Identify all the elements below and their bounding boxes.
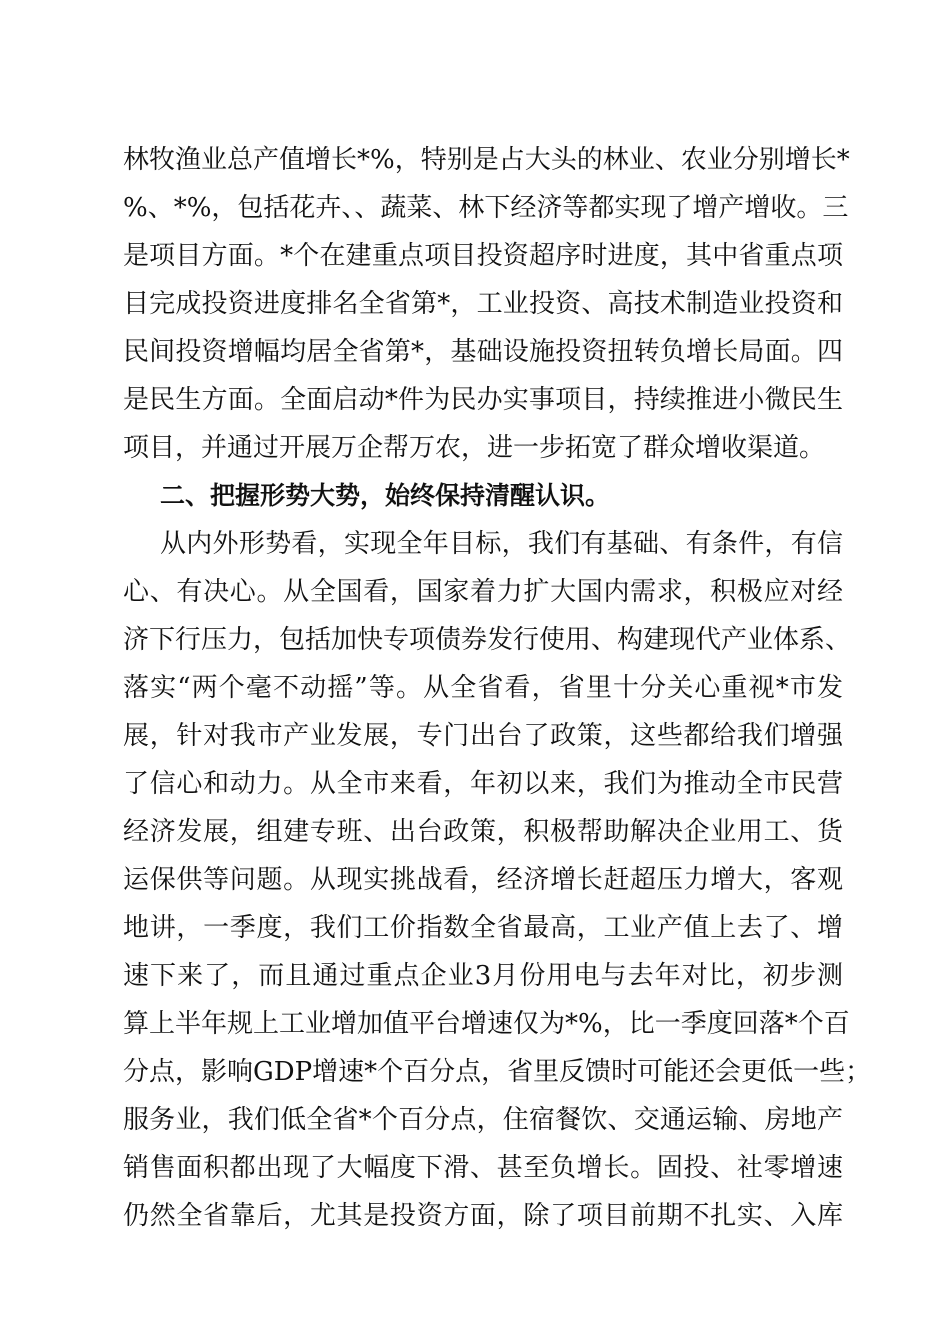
paragraph-line: 从内外形势看，实现全年目标，我们有基础、有条件，有信: [160, 529, 843, 559]
paragraph-line: 济下行压力，包括加快专项债券发行使用、构建现代产业体系、: [123, 625, 852, 655]
paragraph-line: 销售面积都出现了大幅度下滑、甚至负增长。固投、社零增速: [123, 1153, 843, 1183]
paragraph-line: 目完成投资进度排名全省第*，工业投资、高技术制造业投资和: [123, 289, 843, 319]
paragraph-line: 落实“两个毫不动摇”等。从全省看，省里十分关心重视*市发: [123, 673, 843, 703]
paragraph-line: 速下来了，而且通过重点企业3月份用电与去年对比，初步测: [123, 961, 843, 991]
paragraph-line: 仍然全省靠后，尤其是投资方面，除了项目前期不扎实、入库: [123, 1201, 843, 1231]
paragraph-line: 展，针对我市产业发展，专门出台了政策，这些都给我们增强: [123, 721, 843, 751]
paragraph-line: 分点，影响GDP增速*个百分点，省里反馈时可能还会更低一些；: [123, 1057, 872, 1087]
paragraph-line: 算上半年规上工业增加值平台增速仅为*%，比一季度回落*个百: [123, 1009, 850, 1039]
section-heading: 二、把握形势大势，始终保持清醒认识。: [160, 481, 611, 510]
paragraph-line: 服务业，我们低全省*个百分点，住宿餐饮、交通运输、房地产: [123, 1105, 843, 1135]
paragraph-line: 项目，并通过开展万企帮万农，进一步拓宽了群众增收渠道。: [123, 433, 826, 463]
paragraph-line: 林牧渔业总产值增长*%，特别是占大头的林业、农业分别增长*: [123, 145, 850, 175]
paragraph-line: 了信心和动力。从全市来看，年初以来，我们为推动全市民营: [123, 769, 843, 799]
paragraph-line: 是项目方面。*个在建重点项目投资超序时进度，其中省重点项: [123, 241, 843, 271]
paragraph-line: 地讲，一季度，我们工价指数全省最高，工业产值上去了、增: [123, 913, 843, 943]
paragraph-line: 是民生方面。全面启动*件为民办实事项目，持续推进小微民生: [123, 385, 843, 415]
paragraph-line: 民间投资增幅均居全省第*，基础设施投资扭转负增长局面。四: [123, 337, 843, 367]
paragraph-line: 经济发展，组建专班、出台政策，积极帮助解决企业用工、货: [123, 817, 843, 847]
paragraph-line: %、*%，包括花卉、、蔬菜、林下经济等都实现了增产增收。三: [123, 193, 849, 223]
paragraph-line: 心、有决心。从全国看，国家着力扩大国内需求，积极应对经: [123, 577, 843, 607]
paragraph-line: 运保供等问题。从现实挑战看，经济增长赶超压力增大，客观: [123, 865, 843, 895]
